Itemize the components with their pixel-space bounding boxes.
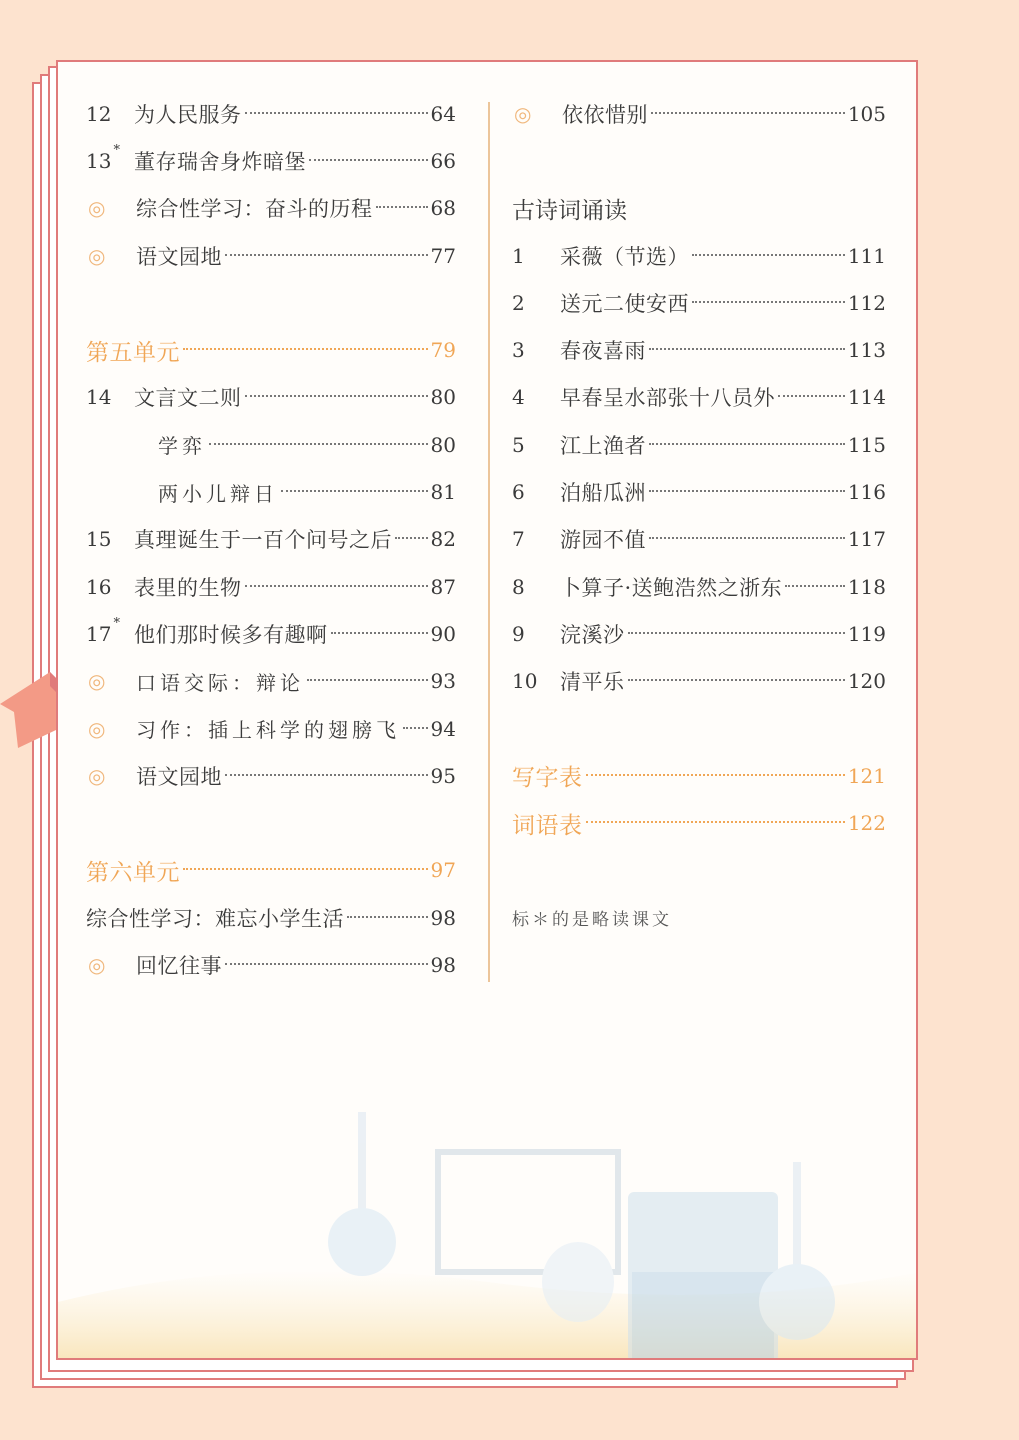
toc-entry[interactable] xyxy=(86,374,456,421)
entry-title: 卜算子·送鲍浩然之浙东 xyxy=(560,575,783,600)
toc-right-column xyxy=(512,90,886,941)
entry-title: 真理诞生于一百个问号之后 xyxy=(134,528,392,553)
unit-heading[interactable] xyxy=(512,752,886,799)
spacer xyxy=(512,137,886,184)
dot-leader xyxy=(245,395,428,397)
page-number: 93 xyxy=(430,669,456,694)
page-number: 94 xyxy=(430,716,456,741)
entry-title: 写字表 xyxy=(512,765,583,792)
toc-entry[interactable] xyxy=(86,232,456,279)
entry-title: 早春呈水部张十八员外 xyxy=(560,386,775,411)
dot-leader xyxy=(183,868,428,870)
dot-leader xyxy=(785,585,845,587)
toc-entry[interactable] xyxy=(512,374,886,421)
toc-entry[interactable] xyxy=(86,894,456,941)
page-number: 105 xyxy=(847,101,886,126)
dot-leader xyxy=(628,632,845,634)
toc-entry[interactable] xyxy=(512,232,886,279)
page-number: 111 xyxy=(847,243,886,268)
spacer xyxy=(512,705,886,752)
page-number: 80 xyxy=(430,432,456,457)
entry-title: 送元二使安西 xyxy=(560,291,689,316)
dot-leader xyxy=(309,159,428,161)
star-icon: * xyxy=(113,615,120,631)
entry-title: 文言文二则 xyxy=(134,386,242,411)
spacer xyxy=(512,847,886,894)
page-number: 119 xyxy=(847,621,886,646)
dot-leader xyxy=(395,537,428,539)
page-number: 98 xyxy=(430,905,456,930)
page-number: 79 xyxy=(430,338,456,363)
page-number: 121 xyxy=(847,763,886,788)
page-number: 77 xyxy=(430,243,456,268)
entry-title: 学弈 xyxy=(158,434,206,459)
toc-entry[interactable] xyxy=(512,468,886,515)
page-number: 81 xyxy=(430,480,456,505)
dot-leader xyxy=(225,774,428,776)
toc-entry[interactable] xyxy=(512,90,886,137)
bullet-icon: ◎ xyxy=(88,243,106,268)
entry-title: 语文园地 xyxy=(136,764,222,789)
section-heading: 古诗词诵读 xyxy=(512,197,627,224)
toc-entry[interactable] xyxy=(512,279,886,326)
bullet-icon: ◎ xyxy=(88,952,106,977)
entry-title: 回忆往事 xyxy=(136,953,222,978)
entry-title: 综合性学习：难忘小学生活 xyxy=(86,906,344,931)
entry-title: 为人民服务 xyxy=(134,102,242,127)
dot-leader xyxy=(692,301,845,303)
lesson-number: 14 xyxy=(86,385,112,410)
toc-entry[interactable] xyxy=(86,185,456,232)
toc-entry[interactable] xyxy=(512,516,886,563)
page-number: 122 xyxy=(847,811,886,836)
dot-leader xyxy=(692,254,845,256)
page-number: 116 xyxy=(847,480,886,505)
lesson-number: 15 xyxy=(86,527,112,552)
toc-entry[interactable] xyxy=(86,752,456,799)
toc-entry[interactable] xyxy=(512,658,886,705)
bullet-icon: ◎ xyxy=(514,101,532,126)
page-number: 117 xyxy=(847,527,886,552)
dot-leader xyxy=(649,443,845,445)
lesson-number: 12 xyxy=(86,101,112,126)
entry-title: 采薇（节选） xyxy=(560,244,689,269)
unit-heading[interactable] xyxy=(86,847,456,894)
toc-entry[interactable] xyxy=(512,563,886,610)
lab-glassware-illustration xyxy=(58,1072,918,1360)
toc-entry[interactable] xyxy=(512,326,886,373)
spacer xyxy=(86,279,456,326)
entry-title: 春夜喜雨 xyxy=(560,339,646,364)
toc-page xyxy=(56,60,918,1360)
dot-leader xyxy=(649,490,845,492)
lesson-number: 9 xyxy=(512,621,525,646)
toc-entry[interactable] xyxy=(86,516,456,563)
lesson-number: 2 xyxy=(512,290,525,315)
dot-leader xyxy=(649,348,845,350)
dot-leader xyxy=(586,774,845,776)
entry-title: 泊船瓜洲 xyxy=(560,481,646,506)
page-number: 95 xyxy=(430,763,456,788)
page-number: 115 xyxy=(847,432,886,457)
dot-leader xyxy=(586,821,845,823)
entry-title: 口语交际：辩论 xyxy=(136,670,304,695)
entry-title: 清平乐 xyxy=(560,670,625,695)
dot-leader xyxy=(403,727,428,729)
entry-title: 董存瑞舍身炸暗堡 xyxy=(134,149,306,174)
bullet-icon: ◎ xyxy=(88,763,106,788)
lesson-number: 1 xyxy=(512,243,525,268)
toc-entry[interactable] xyxy=(512,610,886,657)
dot-leader xyxy=(347,916,428,918)
page-number: 80 xyxy=(430,385,456,410)
page-number: 112 xyxy=(847,290,886,315)
entry-title: 习作：插上科学的翅膀飞 xyxy=(136,718,400,742)
dot-leader xyxy=(245,112,428,114)
bullet-icon: ◎ xyxy=(88,716,106,741)
lesson-number: 5 xyxy=(512,432,525,457)
unit-heading[interactable] xyxy=(512,799,886,846)
lesson-number: 6 xyxy=(512,480,525,505)
entry-title: 表里的生物 xyxy=(134,575,242,600)
toc-entry[interactable] xyxy=(86,90,456,137)
dot-leader xyxy=(225,963,428,965)
entry-title: 词语表 xyxy=(512,812,583,839)
lesson-number: 3 xyxy=(512,338,525,363)
bullet-icon: ◎ xyxy=(88,196,106,221)
entry-title: 第六单元 xyxy=(86,859,180,886)
page-number: 114 xyxy=(847,385,886,410)
page-number: 87 xyxy=(430,574,456,599)
bookmark-ribbon-icon xyxy=(0,672,58,748)
dot-leader xyxy=(209,443,428,445)
lesson-number: 16 xyxy=(86,574,112,599)
lesson-number: 8 xyxy=(512,574,525,599)
page-number: 64 xyxy=(430,101,456,126)
spacer xyxy=(86,799,456,846)
dot-leader xyxy=(225,254,428,256)
entry-title: 他们那时候多有趣啊 xyxy=(134,622,328,647)
dot-leader xyxy=(331,632,428,634)
toc-entry[interactable] xyxy=(86,705,456,752)
entry-title: 第五单元 xyxy=(86,339,180,366)
toc-entry[interactable] xyxy=(512,421,886,468)
page-number: 90 xyxy=(430,621,456,646)
lesson-number: 10 xyxy=(512,669,538,694)
page-number: 82 xyxy=(430,527,456,552)
toc-entry[interactable] xyxy=(86,468,456,515)
dot-leader xyxy=(307,679,428,681)
entry-title: 语文园地 xyxy=(136,244,222,269)
lesson-number: 4 xyxy=(512,385,525,410)
lesson-number: 13 * xyxy=(86,142,120,173)
toc-entry[interactable] xyxy=(86,658,456,705)
dot-leader xyxy=(628,679,845,681)
dot-leader xyxy=(281,490,428,492)
page-number: 118 xyxy=(847,574,886,599)
toc-entry[interactable] xyxy=(86,941,456,988)
footnote: 标＊的是略读课文 xyxy=(512,910,672,931)
entry-title: 江上渔者 xyxy=(560,433,646,458)
page-number: 98 xyxy=(430,952,456,977)
entry-title: 依依惜别 xyxy=(562,102,648,127)
toc-entry[interactable] xyxy=(86,137,456,184)
toc-entry[interactable] xyxy=(86,563,456,610)
column-divider xyxy=(488,102,490,982)
page-number: 120 xyxy=(847,669,886,694)
dot-leader xyxy=(651,112,845,114)
page-number: 113 xyxy=(847,338,886,363)
lesson-number: 7 xyxy=(512,527,525,552)
dot-leader xyxy=(649,537,845,539)
page-number: 97 xyxy=(430,858,456,883)
bullet-icon: ◎ xyxy=(88,669,106,694)
toc-entry[interactable] xyxy=(86,421,456,468)
toc-entry[interactable] xyxy=(86,610,456,657)
entry-title: 游园不值 xyxy=(560,528,646,553)
lesson-number: 17 * xyxy=(86,615,120,646)
dot-leader xyxy=(778,395,845,397)
page-number: 68 xyxy=(430,196,456,221)
star-icon: * xyxy=(113,142,120,158)
dot-leader xyxy=(183,348,428,350)
entry-title: 浣溪沙 xyxy=(560,622,625,647)
dot-leader xyxy=(245,585,428,587)
entry-title: 两小儿辩日 xyxy=(158,481,278,506)
unit-heading[interactable] xyxy=(86,326,456,373)
entry-title: 综合性学习：奋斗的历程 xyxy=(136,197,373,222)
dot-leader xyxy=(376,206,428,208)
page-number: 66 xyxy=(430,148,456,173)
toc-left-column xyxy=(86,90,456,989)
